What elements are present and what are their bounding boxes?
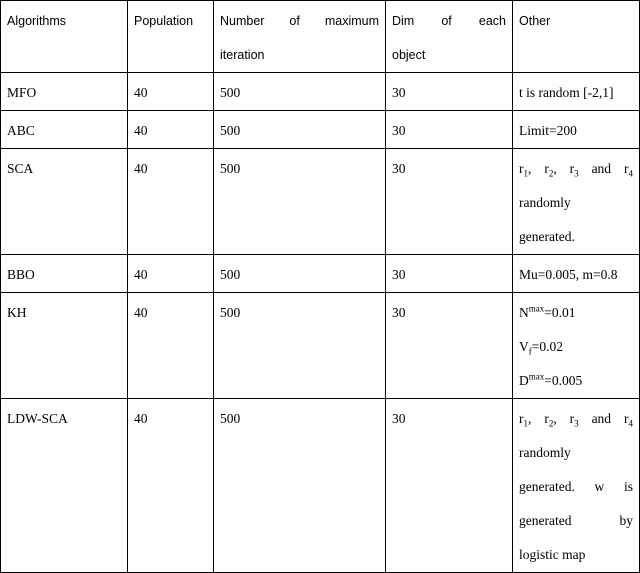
cell-other: Mu=0.005, m=0.8 (513, 255, 640, 293)
cell-algorithm: BBO (1, 255, 128, 293)
header-iteration (214, 1, 386, 73)
table-row (1, 399, 640, 573)
cell-population: 40 (128, 293, 214, 399)
header-population: Population (128, 1, 214, 73)
cell-dim: 30 (386, 255, 513, 293)
cell-dim: 30 (386, 73, 513, 111)
cell-population: 40 (128, 111, 214, 149)
cell-iteration: 500 (214, 73, 386, 111)
table-row (1, 293, 640, 399)
cell-iteration: 500 (214, 255, 386, 293)
header-iteration-line1: Number of maximum (220, 14, 379, 28)
other-line: generated. w is (519, 479, 633, 494)
cell-population: 40 (128, 399, 214, 573)
cell-other: Limit=200 (513, 111, 640, 149)
other-line: randomly (519, 195, 571, 210)
header-algorithms: Algorithms (1, 1, 128, 73)
header-dim-line1: Dim of each (392, 14, 506, 28)
cell-algorithm: KH (1, 293, 128, 399)
other-line: logistic map (519, 547, 586, 562)
other-vf-line: $V_f=0.02$ (519, 339, 563, 357)
other-nmax-line: $N^{max}=0.01$ (519, 303, 576, 320)
other-r-line: $r_1$, $r_2$, $r_3$ and $r_4$ (519, 411, 633, 429)
table-row (1, 73, 640, 111)
header-iteration-line2: iteration (220, 48, 265, 62)
table-row (1, 149, 640, 255)
table-row (1, 255, 640, 293)
cell-dim: 30 (386, 293, 513, 399)
other-r-line: $r_1$, $r_2$, $r_3$ and $r_4$ (519, 161, 633, 179)
cell-other (513, 293, 640, 399)
cell-iteration: 500 (214, 111, 386, 149)
header-dim-line2: object (392, 48, 426, 62)
other-dmax-line: $D^{max}=0.005$ (519, 371, 583, 388)
cell-population: 40 (128, 149, 214, 255)
cell-dim: 30 (386, 111, 513, 149)
cell-iteration: 500 (214, 399, 386, 573)
cell-other (513, 399, 640, 573)
cell-algorithm: MFO (1, 73, 128, 111)
cell-dim: 30 (386, 149, 513, 255)
cell-other: t is random [-2,1] (513, 73, 640, 111)
cell-population: 40 (128, 255, 214, 293)
cell-iteration: 500 (214, 149, 386, 255)
cell-algorithm: SCA (1, 149, 128, 255)
header-other: Other (513, 1, 640, 73)
header-dim (386, 1, 513, 73)
other-line: randomly (519, 445, 571, 460)
cell-algorithm: LDW-SCA (1, 399, 128, 573)
other-line: generated by (519, 513, 633, 528)
table-row (1, 111, 640, 149)
cell-iteration: 500 (214, 293, 386, 399)
cell-algorithm: ABC (1, 111, 128, 149)
cell-population: 40 (128, 73, 214, 111)
header-row (1, 1, 640, 73)
cell-other (513, 149, 640, 255)
other-line: generated. (519, 229, 575, 244)
cell-dim: 30 (386, 399, 513, 573)
